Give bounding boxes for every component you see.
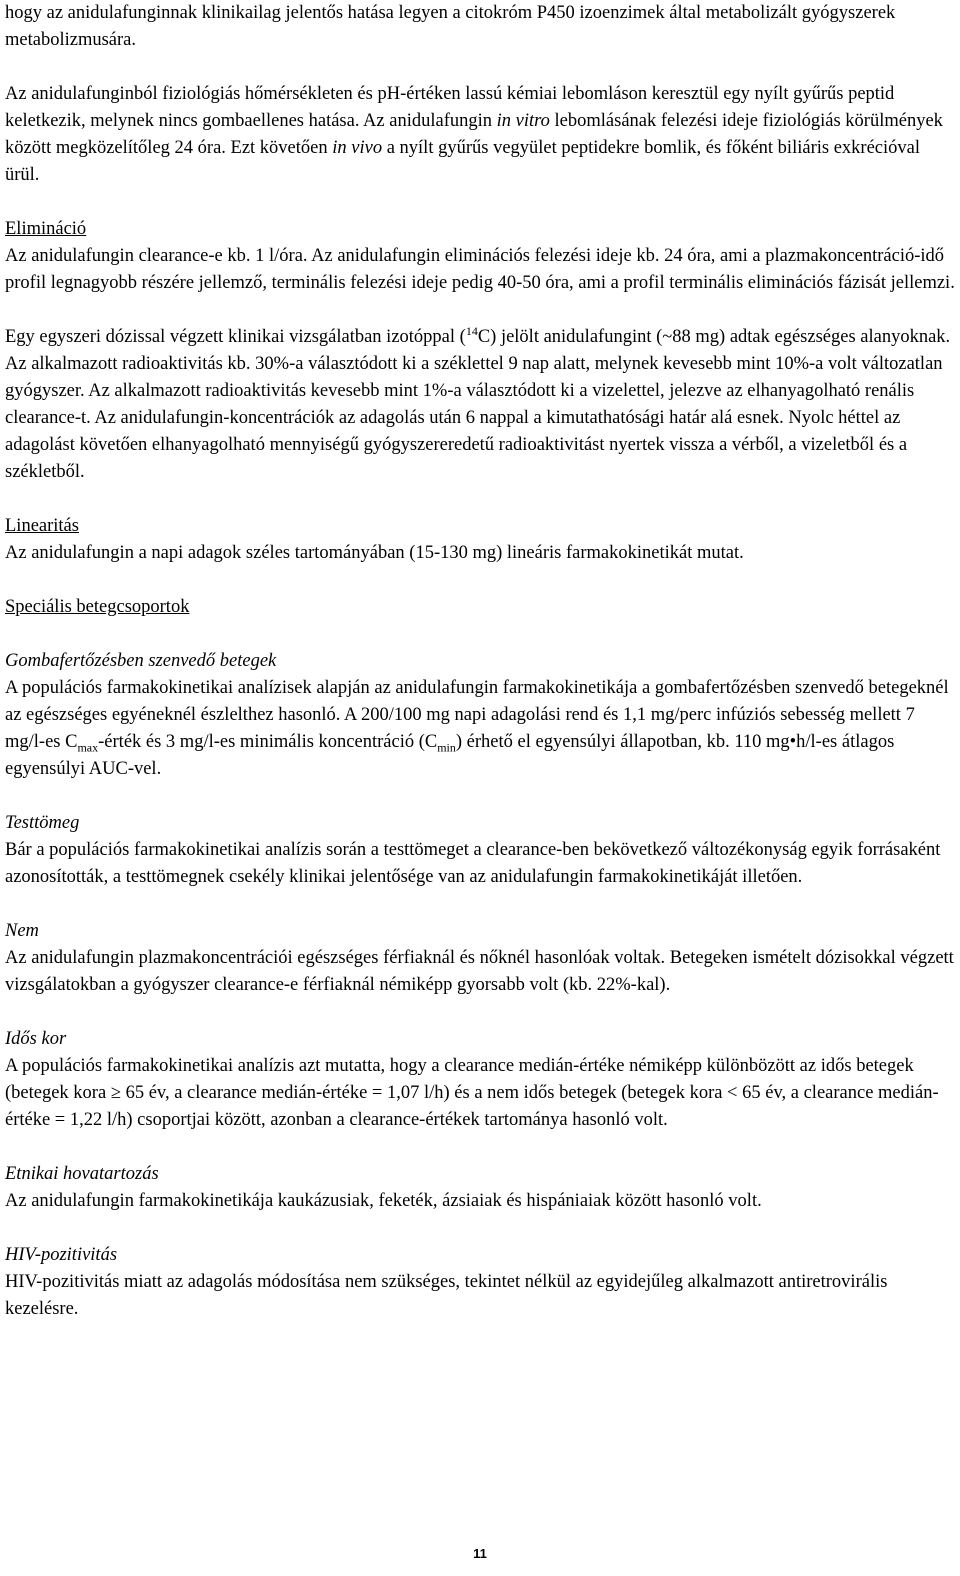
- radiolabel-text-b: C) jelölt anidulafungint (~88 mg) adtak egészséges alanyoknak. Az alkalmazott radioaktivitás kb. 30%-a választódott ki a széklettel 9 nap alatt, melynek kevesebb mint 10%-a volt változatlan gyógyszer. Az alkalmazott radioaktivitás kevesebb mint 1%-a választódott ki a vizelettel, jelezve az elhanyagolható renális clearance-t. Az anidulafungin-koncentrációk az adagolás után 6 nappal a kimutathatósági határ alá esnek. Nyolc héttel az adagolást követően elhanyagolható mennyiségű gyógyszereredetű radioaktivitást nyertek vissza a vérből, a vizeletből és a székletből.: [5, 327, 951, 482]
- radiolabel-text-a: Egy egyszeri dózissal végzett klinikai vizsgálatban izotóppal (: [5, 327, 466, 347]
- isotope-superscript: 14: [465, 323, 478, 338]
- paragraph-body-weight: Bár a populációs farmakokinetikai analízis során a testtömeget a clearance-ben bekövetkező változékonyság egyik forrásaként azonosították, a testtömegnek csekély klinikai jelentősége van az anidulafungin farmakokinetikáját illetően.: [5, 840, 941, 887]
- heading-sex: Nem: [5, 921, 39, 941]
- section-linearity: [5, 513, 957, 567]
- cmin-subscript: min: [437, 740, 456, 755]
- document-page: [5, 0, 957, 1323]
- degradation-text-c: lebomlásának felezési ideje fiziológiás körülmények között megközelítőleg 24 óra. Ezt követően: [5, 111, 943, 158]
- degradation-text-e: a nyílt gyűrűs vegyület peptidekre bomlik, és főként biliáris exkrécióval ürül.: [5, 138, 920, 185]
- paragraph-sex: Az anidulafungin plazmakoncentrációi egészséges férfiaknál és nőknél hasonlóak voltak. Betegeken ismételt dózisokkal végzett vizsgálatokban a gyógyszer clearance-e férfiaknál némiképp gyorsabb volt (kb. 22%-kal).: [5, 948, 954, 995]
- paragraph-ethnicity: Az anidulafungin farmakokinetikája kaukázusiak, feketék, ázsiaiak és hispániaiak között hasonló volt.: [5, 1191, 762, 1211]
- heading-hiv: HIV-pozitivitás: [5, 1245, 118, 1265]
- heading-body-weight: Testtömeg: [5, 813, 80, 833]
- heading-linearity: Linearitás: [5, 516, 79, 536]
- fungal-text-a: A populációs farmakokinetikai analízisek alapján az anidulafungin farmakokinetikája a gombafertőzésben szenvedő betegeknél az egészséges egyéneknél észlelthez hasonló. A 200/100 mg napi adagolási rend és 1,1 mg/perc infúziós sebesség mellett 7 mg/l-es C: [5, 678, 949, 752]
- section-body-weight: [5, 810, 957, 891]
- section-ethnicity: [5, 1161, 957, 1215]
- paragraph-elderly: A populációs farmakokinetikai analízis azt mutatta, hogy a clearance medián-értéke némiképp különbözött az idős betegek (betegek kora ≥ 65 év, a clearance medián-értéke = 1,07 l/h) és a nem idős betegek (betegek kora < 65 év, a clearance medián-értéke = 1,22 l/h) csoportjai között, azonban a clearance-értékek tartománya hasonló volt.: [5, 1056, 939, 1130]
- heading-ethnicity: Etnikai hovatartozás: [5, 1164, 159, 1184]
- paragraph-cyp450: [5, 0, 957, 54]
- in-vivo-term: in vivo: [332, 138, 383, 158]
- paragraph-text: hogy az anidulafunginnak klinikailag jelentős hatása legyen a citokróm P450 izoenzimek által metabolizált gyógyszerek metabolizmusára.: [5, 3, 896, 50]
- paragraph-hiv: HIV-pozitivitás miatt az adagolás módosítása nem szükséges, tekintet nélkül az egyidejűleg alkalmazott antiretrovirális kezelésre.: [5, 1272, 888, 1319]
- heading-elderly: Idős kor: [5, 1029, 67, 1049]
- paragraph-elimination-radiolabel: [5, 324, 957, 486]
- heading-elimination: Elimináció: [5, 219, 87, 239]
- section-elimination: [5, 216, 957, 486]
- cmax-subscript: max: [77, 740, 99, 755]
- fungal-text-b: -érték és 3 mg/l-es minimális koncentráció (C: [98, 732, 438, 752]
- section-fungal-infection: [5, 648, 957, 783]
- page-number: 11: [473, 1546, 487, 1561]
- paragraph-elimination-clearance: Az anidulafungin clearance-e kb. 1 l/óra. Az anidulafungin eliminációs felezési ideje kb. 24 óra, ami a plazmakoncentráció-idő profil legnagyobb részére jellemző, terminális felezési ideje pedig 40-50 óra, ami a profil terminális eliminációs fázisát jellemzi.: [5, 246, 955, 293]
- section-elderly: [5, 1026, 957, 1134]
- paragraph-degradation: [5, 81, 957, 189]
- section-hiv: [5, 1242, 957, 1323]
- heading-fungal-infection: Gombafertőzésben szenvedő betegek: [5, 651, 277, 671]
- paragraph-linearity: Az anidulafungin a napi adagok széles tartományában (15-130 mg) lineáris farmakokinetikát mutat.: [5, 543, 744, 563]
- degradation-text-a: Az anidulafunginból fiziológiás hőmérsékleten és pH-értéken lassú kémiai lebomláson keresztül egy nyílt gyűrűs peptid keletkezik, melynek nincs gombaellenes hatása. Az anidulafungin: [5, 84, 895, 131]
- in-vitro-term: in vitro: [496, 111, 550, 131]
- heading-special-populations: Speciális betegcsoportok: [5, 597, 190, 617]
- paragraph-fungal-infection: [5, 675, 957, 783]
- section-sex: [5, 918, 957, 999]
- fungal-text-c: ) érhető el egyensúlyi állapotban, kb. 110 mg•h/l-es átlagos egyensúlyi AUC-vel.: [5, 732, 895, 779]
